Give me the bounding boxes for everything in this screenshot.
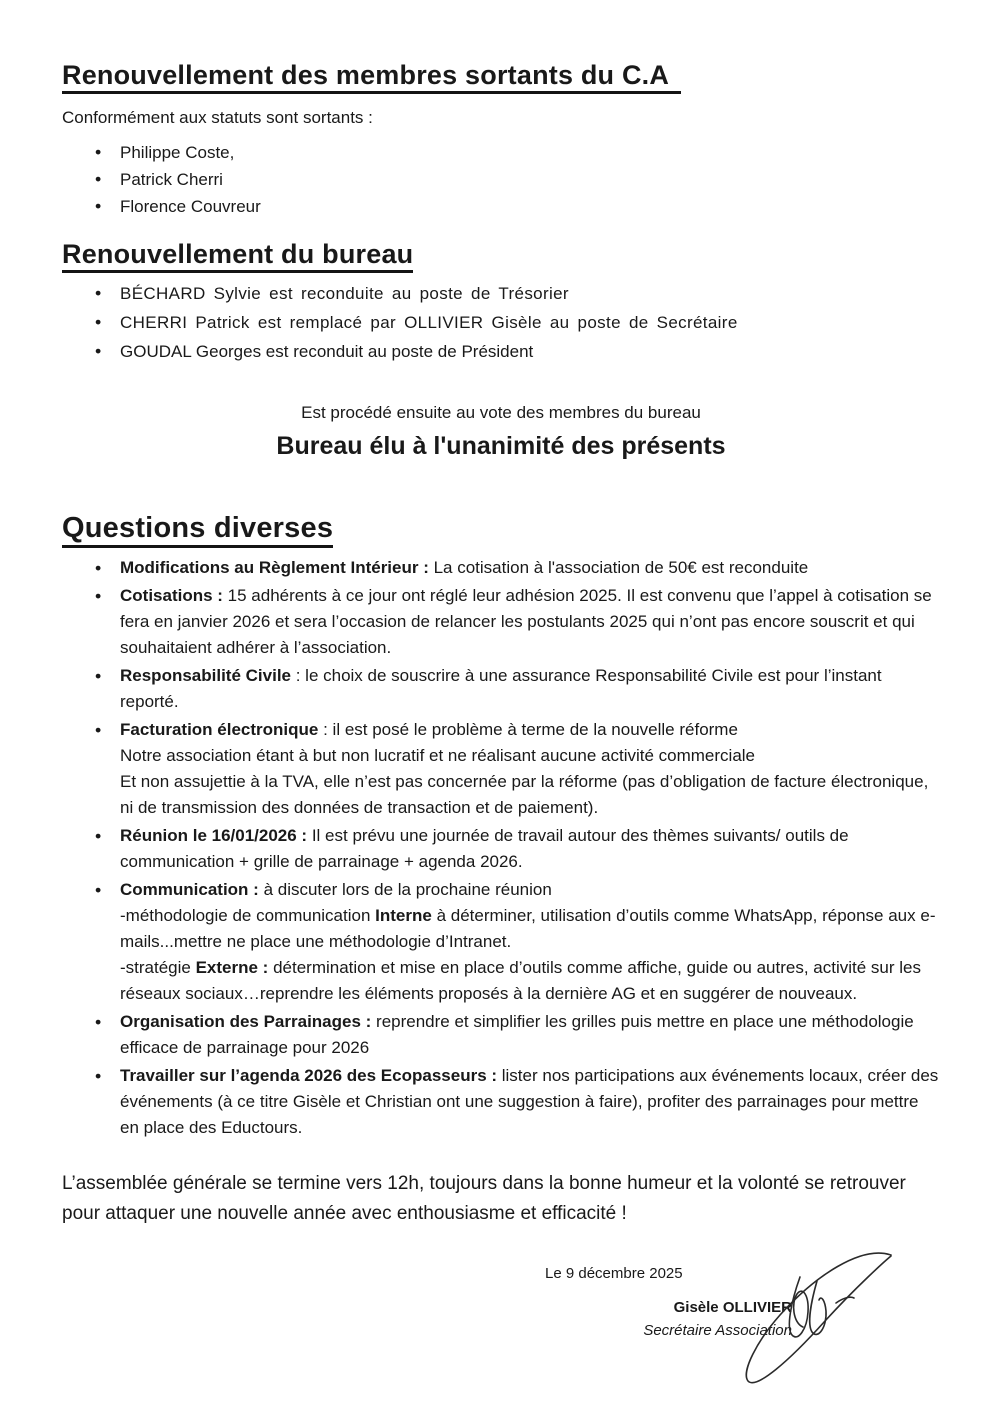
item-text: : il est posé le problème à terme de la nouvelle réforme	[318, 720, 738, 739]
member-name: Florence Couvreur	[120, 197, 261, 216]
member-name: Philippe Coste,	[120, 143, 235, 162]
bureau-list	[62, 280, 940, 365]
item-text: : le choix de souscrire à une assurance Responsabilité Civile est pour l’instant reporté.	[120, 666, 882, 711]
vote-result-line: Bureau élu à l'unanimité des présents	[276, 432, 726, 460]
item-text: à discuter lors de la prochaine réunion	[258, 880, 552, 899]
item-text: lister nos participations aux événements locaux, créer des événements (à ce titre Gisèle et Christian ont une suggestion à faire), profiter des parrainages pour mettre en place des Eductours.	[120, 1066, 939, 1137]
list-item	[62, 309, 940, 336]
date-line: Le 9 décembre 2025	[545, 1265, 683, 1282]
list-item	[62, 140, 940, 165]
item-label: Facturation électronique	[120, 720, 319, 739]
intro-text: Conformément aux statuts sont sortants :	[62, 108, 373, 127]
item-label: Organisation des Parrainages :	[120, 1012, 372, 1031]
bureau-decision: CHERRI Patrick est remplacé par OLLIVIER Gisèle au poste de Secrétaire	[120, 313, 738, 332]
item-text-line: Et non assujettie à la TVA, elle n’est pas concernée par la réforme (pas d’obligation de facture électronique, ni de transmission des données de transaction et de paiement).	[120, 772, 929, 817]
item-label: Communication :	[120, 880, 259, 899]
members-sortants-list	[62, 140, 940, 219]
list-item	[62, 1009, 940, 1061]
section-questions-diverses	[62, 510, 940, 1141]
item-text-line: à déterminer, utilisation d’outils comme WhatsApp, réponse aux e-mails...mettre ne place une méthodologie d’Intranet.	[120, 906, 936, 951]
list-item	[62, 338, 940, 365]
item-text: reprendre et simplifier les grilles puis mettre en place une méthodologie efficace de parrainage pour 2026	[120, 1012, 914, 1057]
item-label: Modifications au Règlement Intérieur :	[120, 558, 429, 577]
list-item	[62, 877, 940, 1007]
item-inline-bold: Externe :	[195, 958, 269, 977]
list-item	[62, 823, 940, 875]
item-label: Réunion le 16/01/2026 :	[120, 826, 308, 845]
section-title-text: Renouvellement des membres sortants du C.A	[62, 60, 681, 94]
item-text-line: détermination et mise en place d’outils comme affiche, guide ou autres, activité sur les réseaux sociaux…reprendre les éléments proposés à la dernière AG et en suggérer de nouveaux.	[120, 958, 921, 1003]
vote-intro-line: Est procédé ensuite au vote des membres du bureau	[301, 403, 701, 422]
list-item	[62, 717, 940, 821]
section-title-questions	[62, 510, 940, 546]
item-text: 15 adhérents à ce jour ont réglé leur adhésion 2025. Il est convenu que l’appel à cotisation se fera en janvier 2026 et sera l’occasion de relancer les postulants 2025 qui n’ont pas encore souscrit et qui souhaitaient adhérer à l’association.	[120, 586, 932, 657]
item-text: Il est prévu une journée de travail autour des thèmes suivants/ outils de communication + grille de parrainage + agenda 2026.	[120, 826, 849, 871]
list-item	[62, 280, 940, 307]
item-label: Travailler sur l’agenda 2026 des Ecopasseurs :	[120, 1066, 498, 1085]
item-label: Responsabilité Civile	[120, 666, 291, 685]
list-item	[62, 583, 940, 661]
section-title-membres-sortants	[62, 58, 940, 92]
bureau-decision: GOUDAL Georges est reconduit au poste de Président	[120, 342, 534, 361]
item-text: La cotisation à l'association de 50€ est reconduite	[428, 558, 809, 577]
bureau-decision: BÉCHARD Sylvie est reconduite au poste de Trésorier	[120, 284, 569, 303]
section-renouvellement-bureau	[62, 237, 940, 462]
section-title-bureau	[62, 237, 940, 271]
item-label: Cotisations :	[120, 586, 223, 605]
item-text-line: -méthodologie de communication	[120, 906, 376, 925]
section-title-text: Renouvellement du bureau	[62, 239, 413, 273]
section-title-text: Questions diverses	[62, 512, 333, 548]
list-item	[62, 167, 940, 192]
list-item	[62, 1063, 940, 1141]
questions-list	[62, 555, 940, 1141]
item-text-line: Notre association étant à but non lucratif et ne réalisant aucune activité commerciale	[120, 746, 756, 765]
signatory-role: Secrétaire Association	[643, 1322, 792, 1339]
member-name: Patrick Cherri	[120, 170, 223, 189]
item-text-line: -stratégie	[120, 958, 196, 977]
list-item	[62, 194, 940, 219]
item-inline-bold: Interne	[375, 906, 432, 925]
closing-paragraph: L’assemblée générale se termine vers 12h, toujours dans la bonne humeur et la volonté se retrouver pour attaquer une nouvelle année avec enthousiasme et efficacité !	[62, 1173, 906, 1224]
signatory-name: Gisèle OLLIVIER	[673, 1299, 792, 1316]
section-membres-sortants	[62, 58, 940, 219]
list-item	[62, 663, 940, 715]
list-item	[62, 555, 940, 581]
handwritten-signature-icon	[733, 1240, 901, 1392]
